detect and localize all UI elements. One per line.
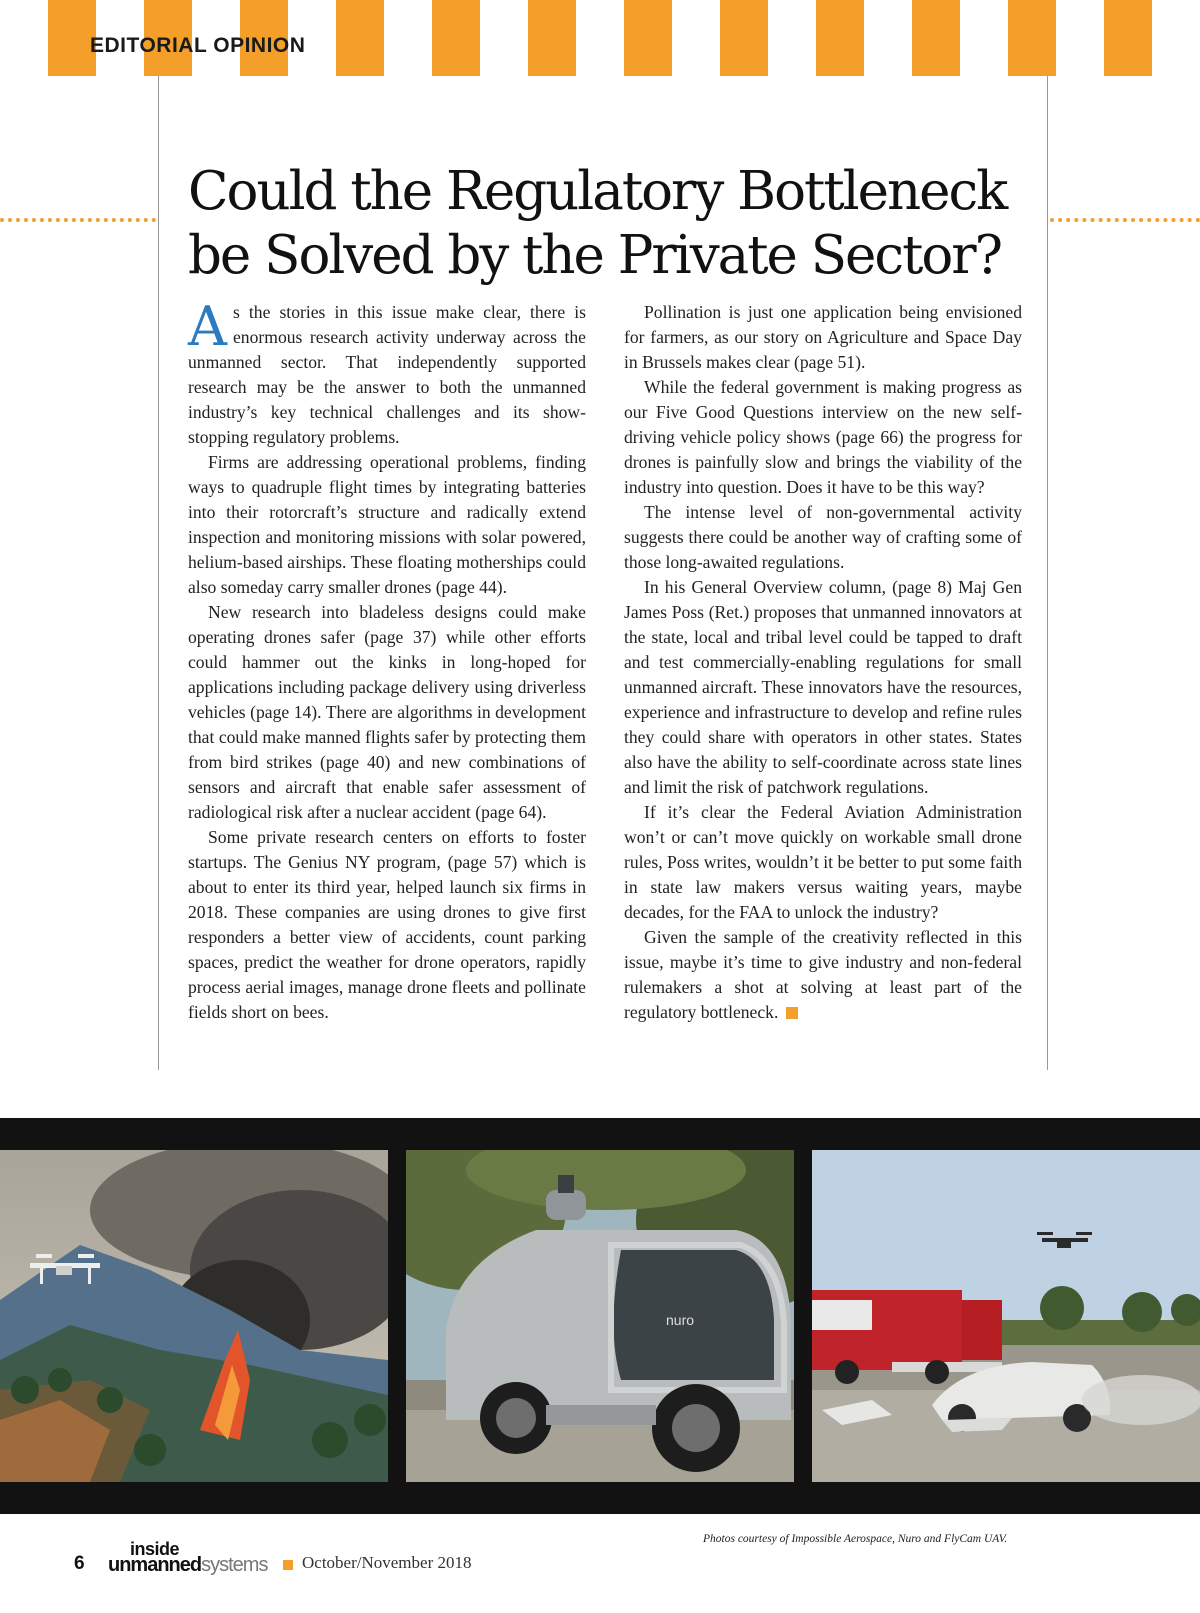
stripe-orange: [912, 0, 960, 76]
vehicle-brand-text: nuro: [666, 1312, 695, 1328]
stripe-white: [768, 0, 816, 76]
logo-word-unmanned-systems: [108, 1555, 267, 1575]
article-column-left: [188, 295, 586, 1025]
publication-logo: [108, 1540, 278, 1576]
paragraph: [188, 295, 586, 450]
article-column-right: [624, 300, 1022, 1025]
drop-cap: A: [188, 295, 227, 358]
photo-nuro-vehicle: [406, 1150, 794, 1482]
stripe-orange: [528, 0, 576, 76]
logo-word-inside: inside: [130, 1539, 180, 1559]
logo-word-unmanned: unmanned: [108, 1554, 202, 1576]
photo-strip: [0, 1118, 1200, 1514]
stripe-orange: [48, 0, 96, 76]
paragraph: The intense level of non-governmental activity suggests there could be another way of crafting some of those long-awaited regulations.: [624, 502, 1022, 572]
paragraph: If it’s clear the Federal Aviation Administration won’t or can’t move quickly on workable small drone rules, Poss writes, wouldn’t it be better to put some faith in state law makers versus waiting years, maybe decades, for the FAA to unlock the industry?: [624, 802, 1022, 922]
paragraph: Some private research centers on efforts to foster startups. The Genius NY program, (page 57) which is about to enter its third year, helped launch six firms in 2018. These companies are using drones to give first responders a better view of accidents, count parking spaces, predict the weather for drone operators, rapidly process aerial images, manage drone fleets and pollinate fields short on bees.: [188, 827, 586, 1022]
stripe-orange: [624, 0, 672, 76]
section-label: EDITORIAL OPINION: [90, 34, 306, 57]
paragraph: Firms are addressing operational problems, finding ways to quadruple flight times by integrating batteries into their rotorcraft’s structure and radically extend inspection and monitoring missions with solar powered, helium-based airships. These floating motherships could also someday carry smaller drones (page 44).: [188, 452, 586, 597]
stripe-white: [0, 0, 48, 76]
stripe-white: [672, 0, 720, 76]
stripe-white: [1152, 0, 1200, 76]
paragraph: In his General Overview column, (page 8) Maj Gen James Poss (Ret.) proposes that unmanned innovators at the state, local and tribal level could be tapped to draft and test commercially-enabling regulations for small unmanned aircraft. These innovators have the resources, experience and infrastructure to develop and refine rules they could share with operators in other states. States also have the ability to self-coordinate across state lines and limit the risk of patchwork regulations.: [624, 577, 1022, 797]
stripe-orange: [1104, 0, 1152, 76]
stripe-white: [1056, 0, 1104, 76]
stripe-orange: [336, 0, 384, 76]
dotted-rule-right: [1050, 218, 1200, 222]
paragraph-text: Given the sample of the creativity reflected in this issue, maybe it’s time to give industry and non-federal rulemakers a shot at solving at least part of the regulatory bottleneck.: [624, 927, 1022, 1022]
stripe-orange: [720, 0, 768, 76]
logo-word-systems: systems: [201, 1554, 268, 1576]
article-title: Could the Regulatory Bottleneck be Solved by the Private Sector?: [188, 161, 1007, 286]
paragraph: While the federal government is making progress as our Five Good Questions interview on the new self-driving vehicle policy shows (page 66) the progress for drones is painfully slow and brings the viability of the industry into question. Does it have to be this way?: [624, 377, 1022, 497]
stripe-orange: [816, 0, 864, 76]
end-of-article-mark: [786, 1007, 798, 1019]
page-number: 6: [74, 1553, 85, 1574]
paragraph-text: s the stories in this issue make clear, there is enormous research activity underway across the unmanned sector. That independently supported research may be the answer to both the unmanned industry’s key technical challenges and its show-stopping regulatory problems.: [188, 302, 586, 447]
issue-date: October/November 2018: [302, 1553, 472, 1572]
stripe-white: [960, 0, 1008, 76]
footer-separator-square: [283, 1560, 293, 1570]
stripe-white: [480, 0, 528, 76]
photo-drone-crash-scene: [812, 1150, 1200, 1482]
stripe-white: [576, 0, 624, 76]
photo-credit: Photos courtesy of Impossible Aerospace, Nuro and FlyCam UAV.: [703, 1533, 1008, 1545]
stripe-orange: [1008, 0, 1056, 76]
paragraph: New research into bladeless designs could make operating drones safer (page 37) while other efforts could hammer out the kinks in long-hoped for applications including package delivery using driverless vehicles (page 14). There are algorithms in development that could make manned flights safer by protecting them from bird strikes (page 40) and new combinations of sensors and aircraft that enable safer assessment of radiological risk after a nuclear accident (page 64).: [188, 602, 586, 822]
paragraph: Pollination is just one application being envisioned for farmers, as our story on Agriculture and Space Day in Brussels makes clear (page 51).: [624, 302, 1022, 372]
stripe-white: [384, 0, 432, 76]
stripe-orange: [432, 0, 480, 76]
paragraph: [624, 925, 1022, 1025]
stripe-white: [864, 0, 912, 76]
dotted-rule-left: [0, 218, 156, 222]
photo-drone-wildfire: [0, 1150, 388, 1482]
